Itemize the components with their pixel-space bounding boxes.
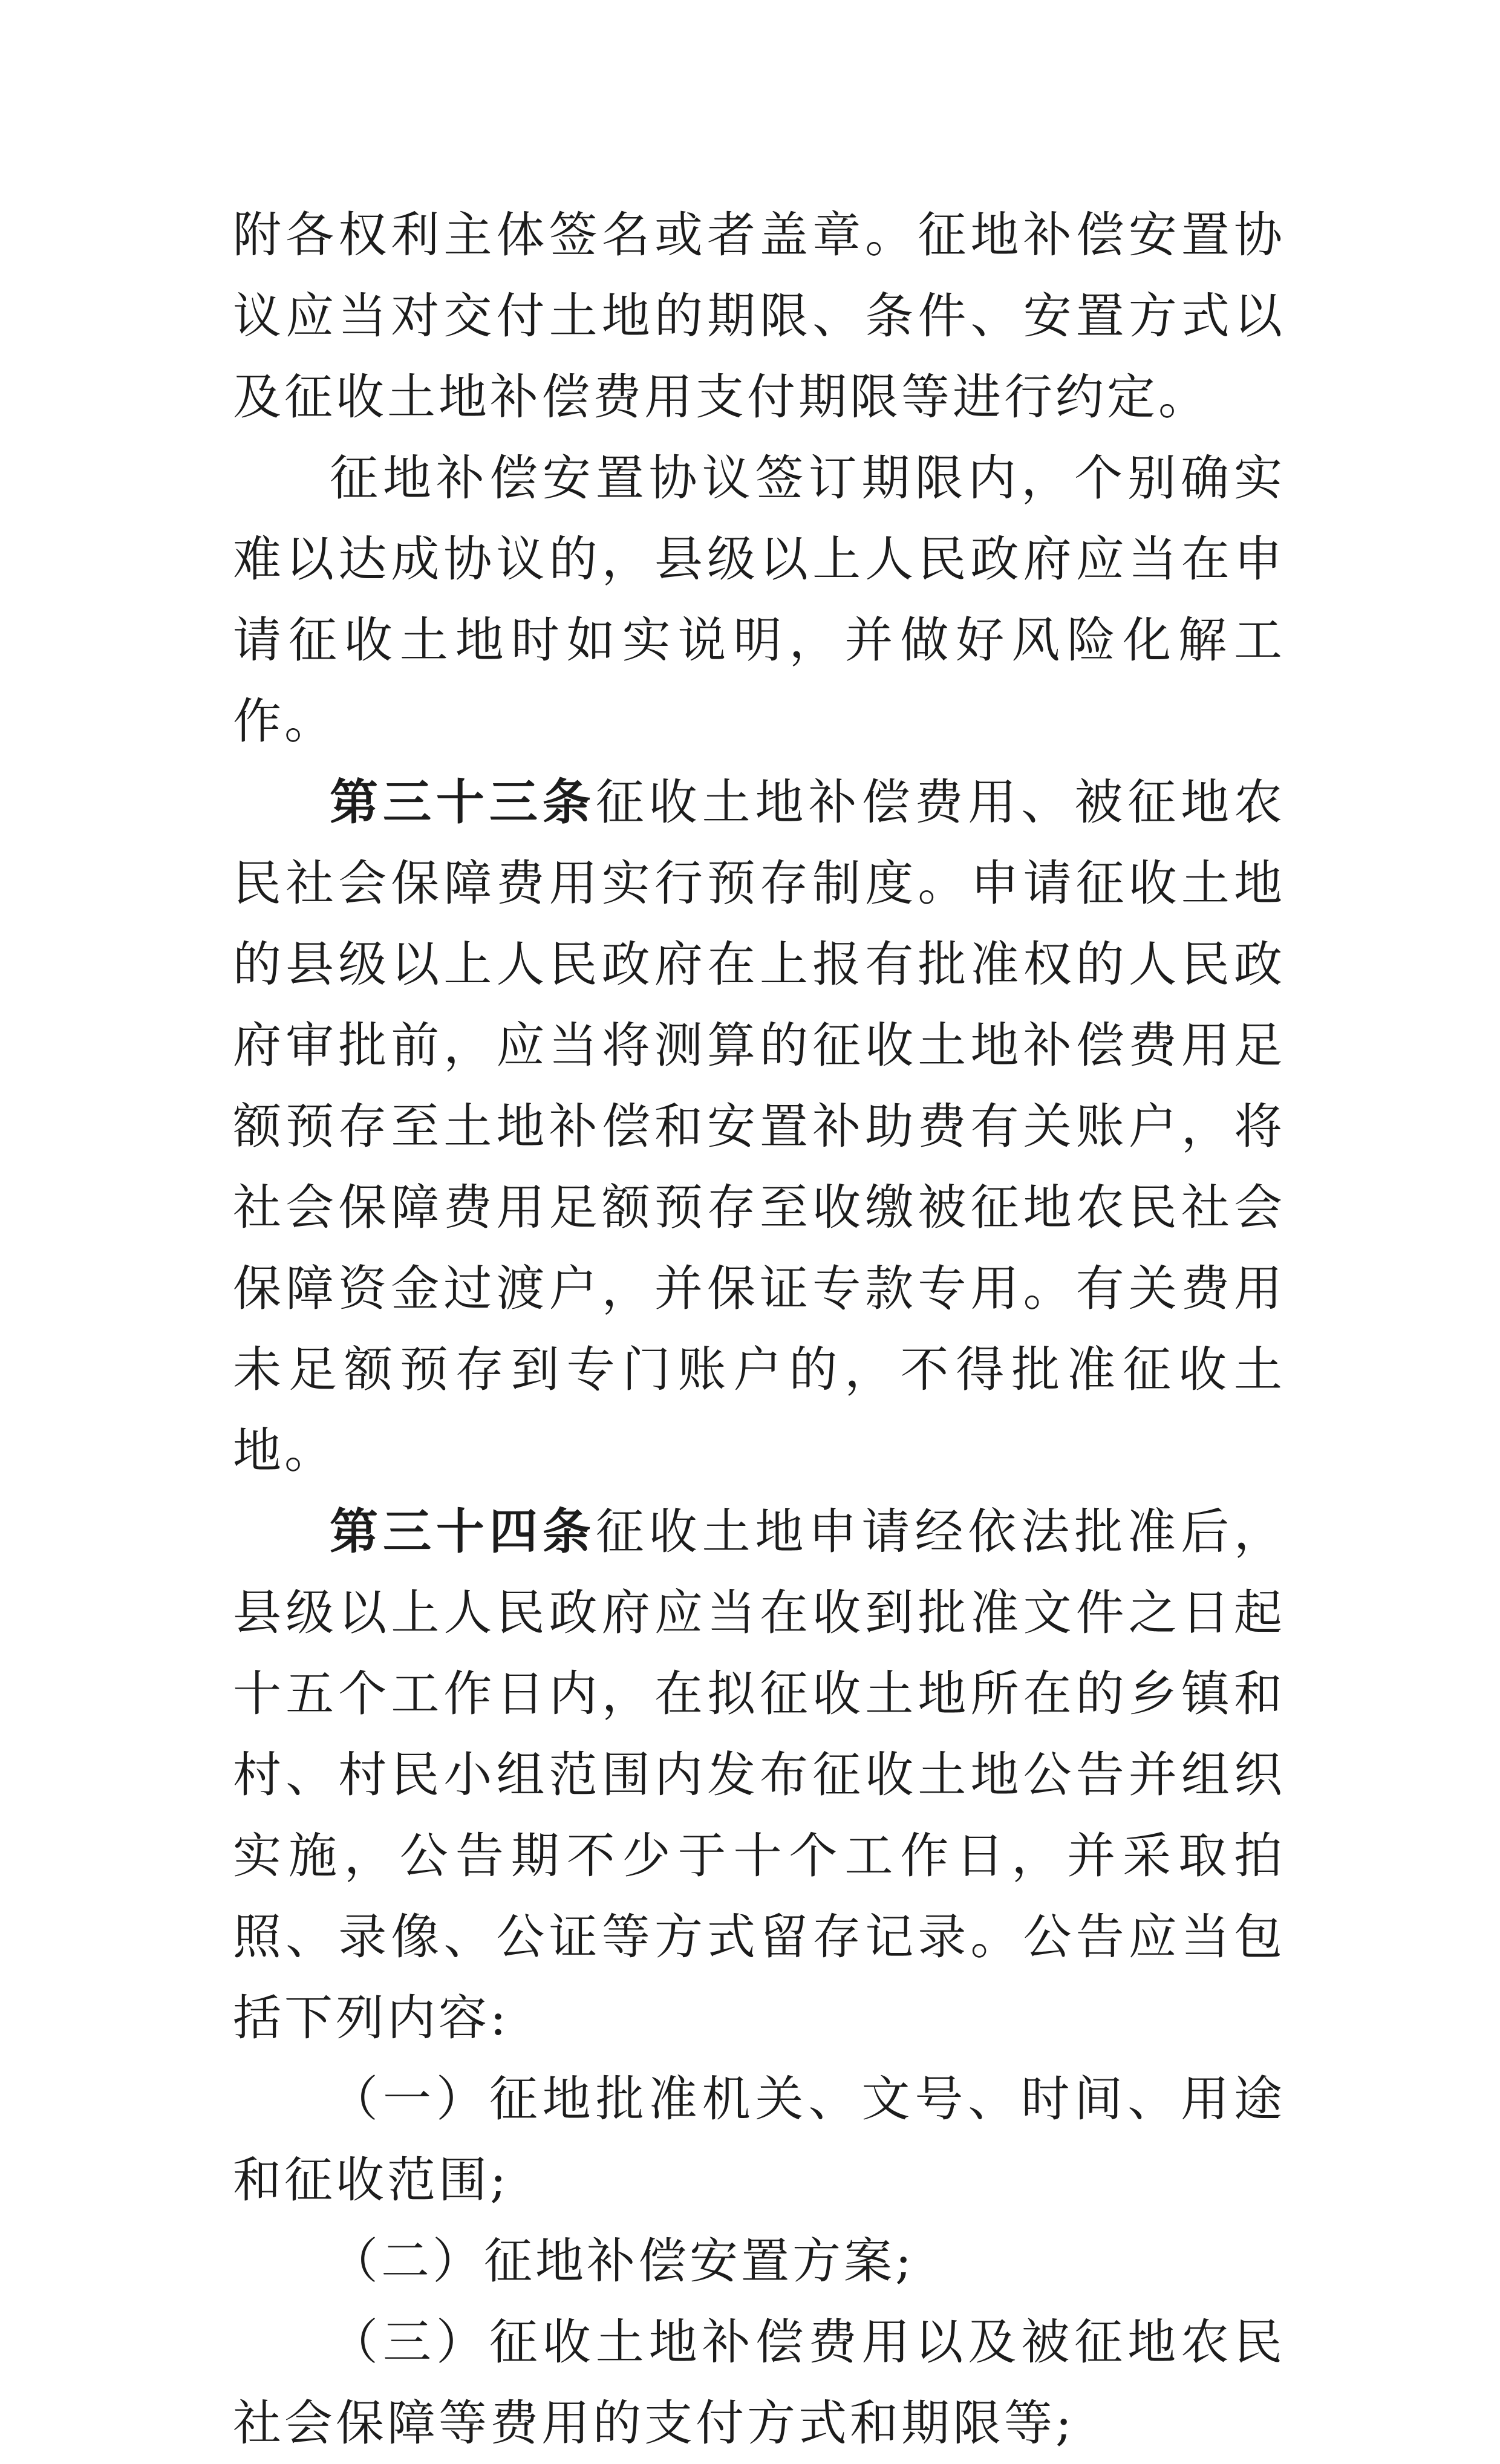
paragraph-agreement-deadline bbox=[233, 438, 1285, 762]
list-item-text: （一）征地批准机关、文号、时间、用途和征收范围; bbox=[233, 2071, 1285, 2208]
document-body bbox=[233, 195, 1285, 2464]
paragraph-text: 征收土地申请经依法批准后，县级以上人民政府应当在收到批准文件之日起十五个工作日内，在拟征收土地所在的乡镇和村、村民小组范围内发布征收土地公告并组织实施，公告期不少于十个工作日，并采取拍照、录像、公证等方式留存记录。公告应当包括下列内容: bbox=[233, 1504, 1286, 2046]
list-item-2 bbox=[233, 2221, 1285, 2302]
paragraph-text: 征地补偿安置协议签订期限内，个别确实难以达成协议的，县级以上人民政府应当在申请征收土地时如实说明，并做好风险化解工作。 bbox=[233, 450, 1285, 749]
article-33 bbox=[233, 762, 1285, 1491]
list-item-3 bbox=[233, 2302, 1285, 2464]
paragraph-continuation bbox=[233, 195, 1285, 438]
article-heading: 第三十四条 bbox=[330, 1504, 596, 1560]
paragraph-text: 附各权利主体签名或者盖章。征地补偿安置协议应当对交付土地的期限、条件、安置方式以及征收土地补偿费用支付期限等进行约定。 bbox=[233, 207, 1285, 425]
article-heading: 第三十三条 bbox=[330, 774, 596, 830]
list-item-1 bbox=[233, 2059, 1285, 2221]
paragraph-text: 征收土地补偿费用、被征地农民社会保障费用实行预存制度。申请征收土地的县级以上人民政府在上报有批准权的人民政府审批前，应当将测算的征收土地补偿费用足额预存至土地补偿和安置补助费有关账户，将社会保障费用足额预存至收缴被征地农民社会保障资金过渡户，并保证专款专用。有关费用未足额预存到专门账户的，不得批准征收土地。 bbox=[233, 774, 1286, 1479]
list-item-text: （三）征收土地补偿费用以及被征地农民社会保障等费用的支付方式和期限等; bbox=[233, 2314, 1285, 2451]
list-item-text: （二）征地补偿安置方案; bbox=[330, 2233, 915, 2289]
article-34 bbox=[233, 1491, 1285, 2059]
